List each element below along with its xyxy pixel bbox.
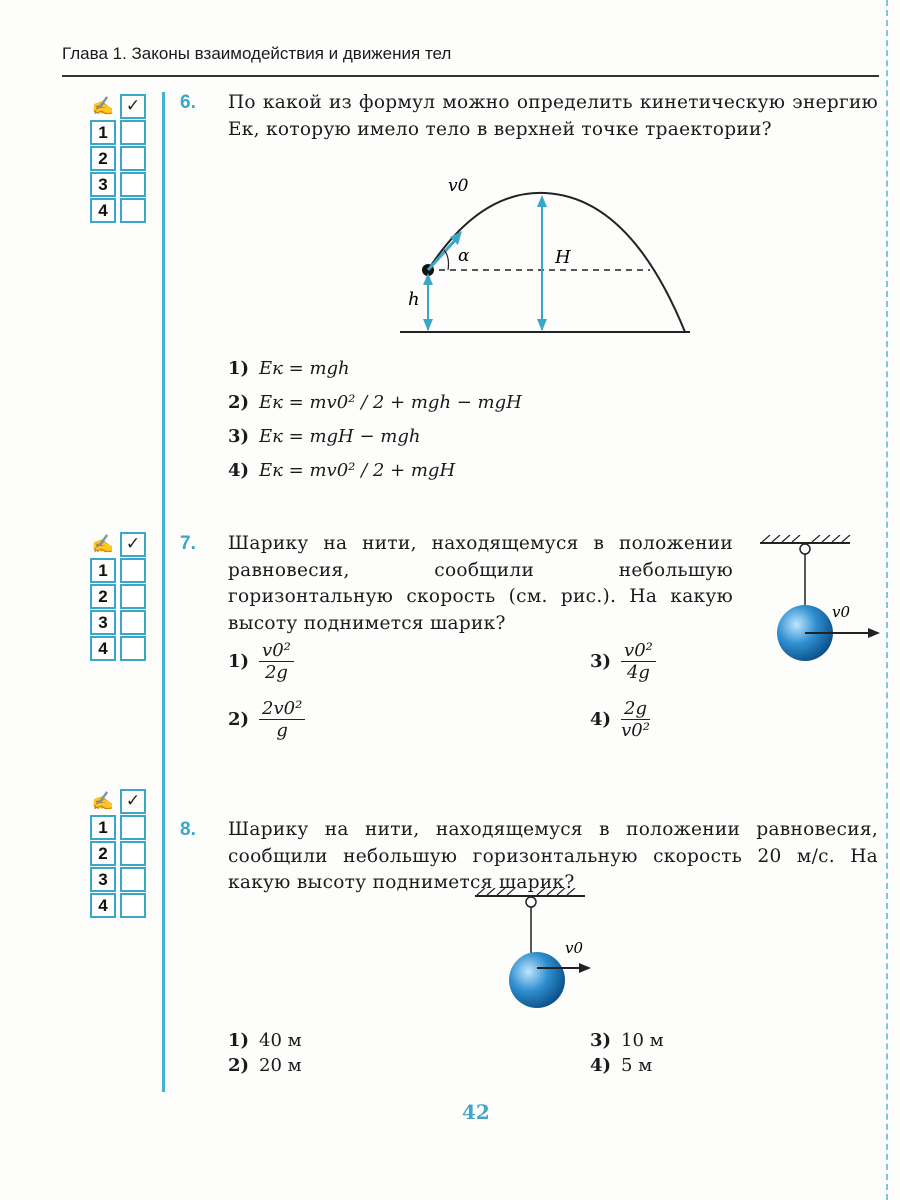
- option-formula: Eк = mgh: [259, 358, 350, 379]
- answer-checkbox-1[interactable]: [120, 120, 146, 145]
- projectile-diagram: [400, 165, 700, 340]
- option-label: 4): [590, 708, 612, 730]
- answer-boxes-q8: [90, 788, 150, 918]
- pencil-icon: ✍: [91, 95, 115, 117]
- option-4[interactable]: [590, 1055, 652, 1076]
- option-3[interactable]: [590, 1030, 664, 1051]
- option-2[interactable]: [228, 1055, 302, 1076]
- answer-number: 1: [90, 120, 116, 145]
- header-divider: [62, 75, 879, 77]
- option-label: 4): [228, 460, 250, 481]
- pencil-icon: ✍: [91, 790, 115, 812]
- question-text: Шарику на нити, находящемуся в положении равновесия, сообщили небольшую горизонтальную скорость (см. рис.). На какую высоту поднимется шарик?: [228, 533, 733, 634]
- option-3[interactable]: [228, 426, 420, 447]
- option-3[interactable]: [590, 640, 656, 683]
- pendulum-diagram: [465, 888, 600, 1023]
- velocity-label: v0: [565, 939, 584, 957]
- answer-checkbox-4[interactable]: [120, 198, 146, 223]
- page-edge-dashed-border: [886, 0, 888, 1200]
- option-label: 1): [228, 358, 250, 379]
- check-box[interactable]: ✓: [120, 94, 146, 119]
- question-number: 6.: [180, 92, 196, 113]
- option-label: 1): [228, 650, 250, 672]
- fraction: $\frac{2g}{\text{v0²}}$: [621, 698, 650, 741]
- pendulum-diagram: [750, 535, 885, 670]
- answer-checkbox-2[interactable]: [120, 146, 146, 171]
- chapter-header: Глава 1. Законы взаимодействия и движения тел: [62, 44, 452, 63]
- answer-checkbox-3[interactable]: [120, 867, 146, 892]
- option-label: 4): [590, 1055, 612, 1076]
- option-4[interactable]: [590, 698, 650, 741]
- answer-checkbox-1[interactable]: [120, 558, 146, 583]
- pencil-icon: ✍: [91, 533, 115, 555]
- fraction: $\frac{\text{2v0²}}{g}$: [259, 698, 305, 741]
- question-text: По какой из формул можно определить кинетическую энергию Eк, которую имело тело в верхней точке траектории?: [228, 92, 878, 140]
- answer-checkbox-2[interactable]: [120, 841, 146, 866]
- option-1[interactable]: [228, 1030, 302, 1051]
- option-label: 2): [228, 1055, 250, 1076]
- option-2[interactable]: [228, 392, 522, 413]
- height-H-label: H: [555, 247, 571, 268]
- option-value: 40 м: [259, 1030, 302, 1051]
- option-formula: Eк = mv0² / 2 + mgH: [259, 460, 456, 481]
- option-value: 5 м: [621, 1055, 653, 1076]
- option-2[interactable]: [228, 698, 305, 741]
- answer-boxes-q7: [90, 531, 150, 661]
- answer-number: 3: [90, 610, 116, 635]
- velocity-label: v0: [832, 603, 851, 621]
- option-label: 1): [228, 1030, 250, 1051]
- option-formula: Eк = mgH − mgh: [259, 426, 421, 447]
- page-number: 42: [462, 1100, 490, 1124]
- option-label: 3): [590, 650, 612, 672]
- question-number: 8.: [180, 819, 196, 840]
- answer-boxes-q6: [90, 93, 150, 223]
- option-label: 2): [228, 392, 250, 413]
- height-h-label: h: [408, 289, 420, 310]
- answer-number: 4: [90, 198, 116, 223]
- velocity-label: v0: [448, 176, 469, 196]
- answer-number: 1: [90, 815, 116, 840]
- question-number: 7.: [180, 533, 196, 554]
- fraction: $\frac{\text{v0²}}{2g}$: [259, 640, 294, 683]
- check-box[interactable]: ✓: [120, 789, 146, 814]
- option-label: 2): [228, 708, 250, 730]
- answer-checkbox-3[interactable]: [120, 172, 146, 197]
- answer-number: 3: [90, 867, 116, 892]
- option-formula: Eк = mv0² / 2 + mgh − mgH: [259, 392, 522, 413]
- answer-checkbox-1[interactable]: [120, 815, 146, 840]
- answer-number: 2: [90, 584, 116, 609]
- margin-divider: [162, 92, 165, 1092]
- option-label: 3): [590, 1030, 612, 1051]
- check-box[interactable]: ✓: [120, 532, 146, 557]
- option-value: 20 м: [259, 1055, 302, 1076]
- answer-number: 4: [90, 893, 116, 918]
- option-value: 10 м: [621, 1030, 664, 1051]
- option-1[interactable]: [228, 640, 294, 683]
- option-4[interactable]: [228, 460, 455, 481]
- answer-checkbox-4[interactable]: [120, 636, 146, 661]
- answer-number: 3: [90, 172, 116, 197]
- answer-number: 2: [90, 841, 116, 866]
- answer-number: 1: [90, 558, 116, 583]
- question-text: Шарику на нити, находящемуся в положении равновесия, сообщили небольшую горизонтальную скорость 20 м/с. На какую высоту поднимется шарик?: [228, 819, 878, 893]
- option-label: 3): [228, 426, 250, 447]
- answer-checkbox-2[interactable]: [120, 584, 146, 609]
- option-1[interactable]: [228, 358, 350, 379]
- angle-label: α: [458, 246, 470, 266]
- fraction: $\frac{\text{v0²}}{4g}$: [621, 640, 656, 683]
- answer-number: 4: [90, 636, 116, 661]
- answer-checkbox-4[interactable]: [120, 893, 146, 918]
- answer-checkbox-3[interactable]: [120, 610, 146, 635]
- answer-number: 2: [90, 146, 116, 171]
